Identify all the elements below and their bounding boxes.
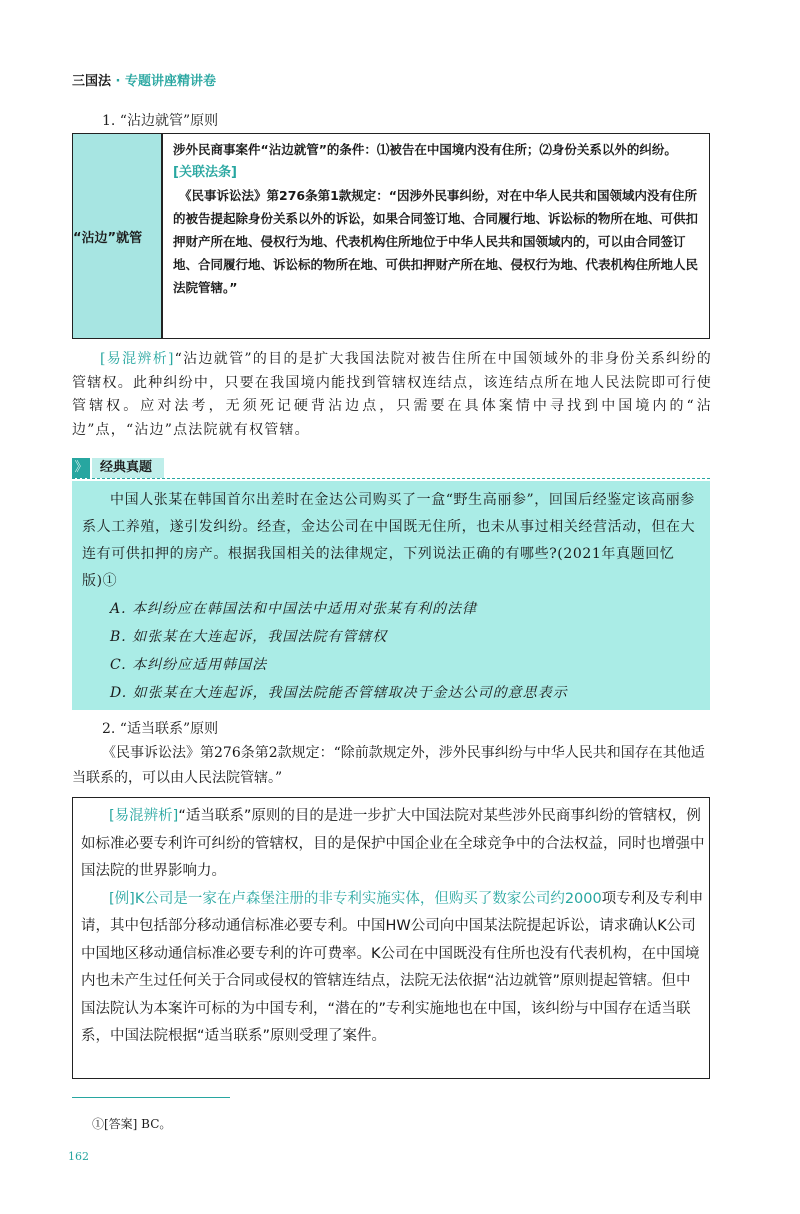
analysis-note-tag: [易混辨析]	[109, 808, 179, 824]
footnote: ①[答案] BC。	[92, 1117, 172, 1131]
option-a: A. 本纠纷应在韩国法和中国法中适用对张某有利的法律	[110, 601, 478, 617]
analysis-note-text: “适当联系”原则的目的是进一步扩大中国法院对某些涉外民商事纠纷的管辖权，例如标准必要专利许可纠纷的管辖权，目的是保护中国企业在全球竞争中的合法权益，同时也增强中国法院的世界影响力。	[81, 808, 705, 879]
option-d: D. 如张某在大连起诉，我国法院能否管辖取决于金达公司的意思表示	[110, 685, 568, 701]
page-header	[72, 70, 216, 89]
confusion-tag: [易混辨析]	[100, 351, 175, 367]
section-2-title: 2. “适当联系”原则	[102, 721, 219, 737]
option-c: C. 本纠纷应适用韩国法	[110, 657, 268, 673]
option-b: B. 如张某在大连起诉，我国法院有管辖权	[110, 629, 388, 645]
footnote-divider	[72, 1097, 230, 1098]
page-number: 162	[68, 1150, 89, 1163]
example-tag: [例]	[109, 890, 135, 907]
classic-question-banner	[72, 458, 164, 478]
header-separator: ·	[115, 74, 121, 89]
example-body-text: 项专利及专利申请，其中包括部分移动通信标准必要专利。中国HW公司向中国某法院提起诉讼，请求确认K公司中国地区移动通信标准必要专利的许可费率。K公司在中国既没有住所也没有代表机构，在中国境内也未产生过任何关于合同或侵权的管辖连结点，法院无法依据“沾边就管”原则提起管辖。但中国法院认为本案许可标的为中国专利，“潜在的”专利实施地也在中国，该纠纷与中国存在适当联系，中国法院根据“适当联系”原则受理了案件。	[81, 890, 704, 1044]
analysis-note	[81, 803, 705, 886]
header-subtitle: 专题讲座精讲卷	[125, 74, 217, 89]
condition-text: 涉外民商事案件“沾边就管”的条件：⑴被告在中国境内没有住所；⑵身份关系以外的纠纷。	[173, 142, 677, 157]
question-box	[72, 481, 710, 710]
related-law-text: 《民事诉讼法》第276条第1款规定：“因涉外民事纠纷，对在中华人民共和国领域内没有住所的被告提起除身份关系以外的诉讼，如果合同签订地、合同履行地、诉讼标的物所在地、可供扣押财产所在地、侵权行为地、代表机构住所地位于中华人民共和国领域内的，可以由合同签订地、合同履行地、诉讼标的物所在地、可供扣押财产所在地、侵权行为地、代表机构住所地人民法院管辖。”	[173, 188, 699, 295]
confusion-note	[72, 348, 712, 442]
example-lead-text: K公司是一家在卢森堡注册的非专利实施实体，但购买了数家公司约2000	[134, 890, 602, 907]
principle-table	[72, 133, 710, 339]
example-paragraph	[81, 886, 705, 1051]
table-label-cell	[73, 134, 163, 339]
table-label: “沾边”就管	[73, 230, 143, 246]
analysis-box	[72, 797, 710, 1079]
section-1-title: 1. “沾边就管”原则	[102, 113, 219, 129]
confusion-text: “沾边就管”的目的是扩大我国法院对被告住所在中国领域外的非身份关系纠纷的管辖权。此种纠纷中，只要在我国境内能找到管辖权连结点，该连结点所在地人民法院即可行使管辖权。应对法考，无须死记硬背沾边点，只需要在具体案情中寻找到中国境内的“沾边”点，“沾边”点法院就有权管辖。	[72, 351, 712, 438]
header-book-title: 三国法	[72, 74, 112, 89]
banner-divider	[72, 478, 710, 479]
law-article-text: 《民事诉讼法》第276条第2款规定：“除前款规定外，涉外民事纠纷与中华人民共和国存在其他适当联系的，可以由人民法院管辖。”	[72, 745, 705, 786]
related-law-tag: [关联法条]	[173, 165, 237, 180]
classic-question-label: 经典真题	[92, 458, 164, 478]
table-content-cell	[162, 134, 710, 339]
question-stem: 中国人张某在韩国首尔出差时在金达公司购买了一盒“野生高丽参”，回国后经鉴定该高丽参系人工养殖，遂引发纠纷。经查，金达公司在中国既无住所，也未从事过相关经营活动，但在大连有可供扣押的房产。根据我国相关的法律规定，下列说法正确的有哪些?(2021年真题回忆版)①	[82, 492, 696, 589]
double-chevron-icon: 》	[72, 458, 90, 478]
